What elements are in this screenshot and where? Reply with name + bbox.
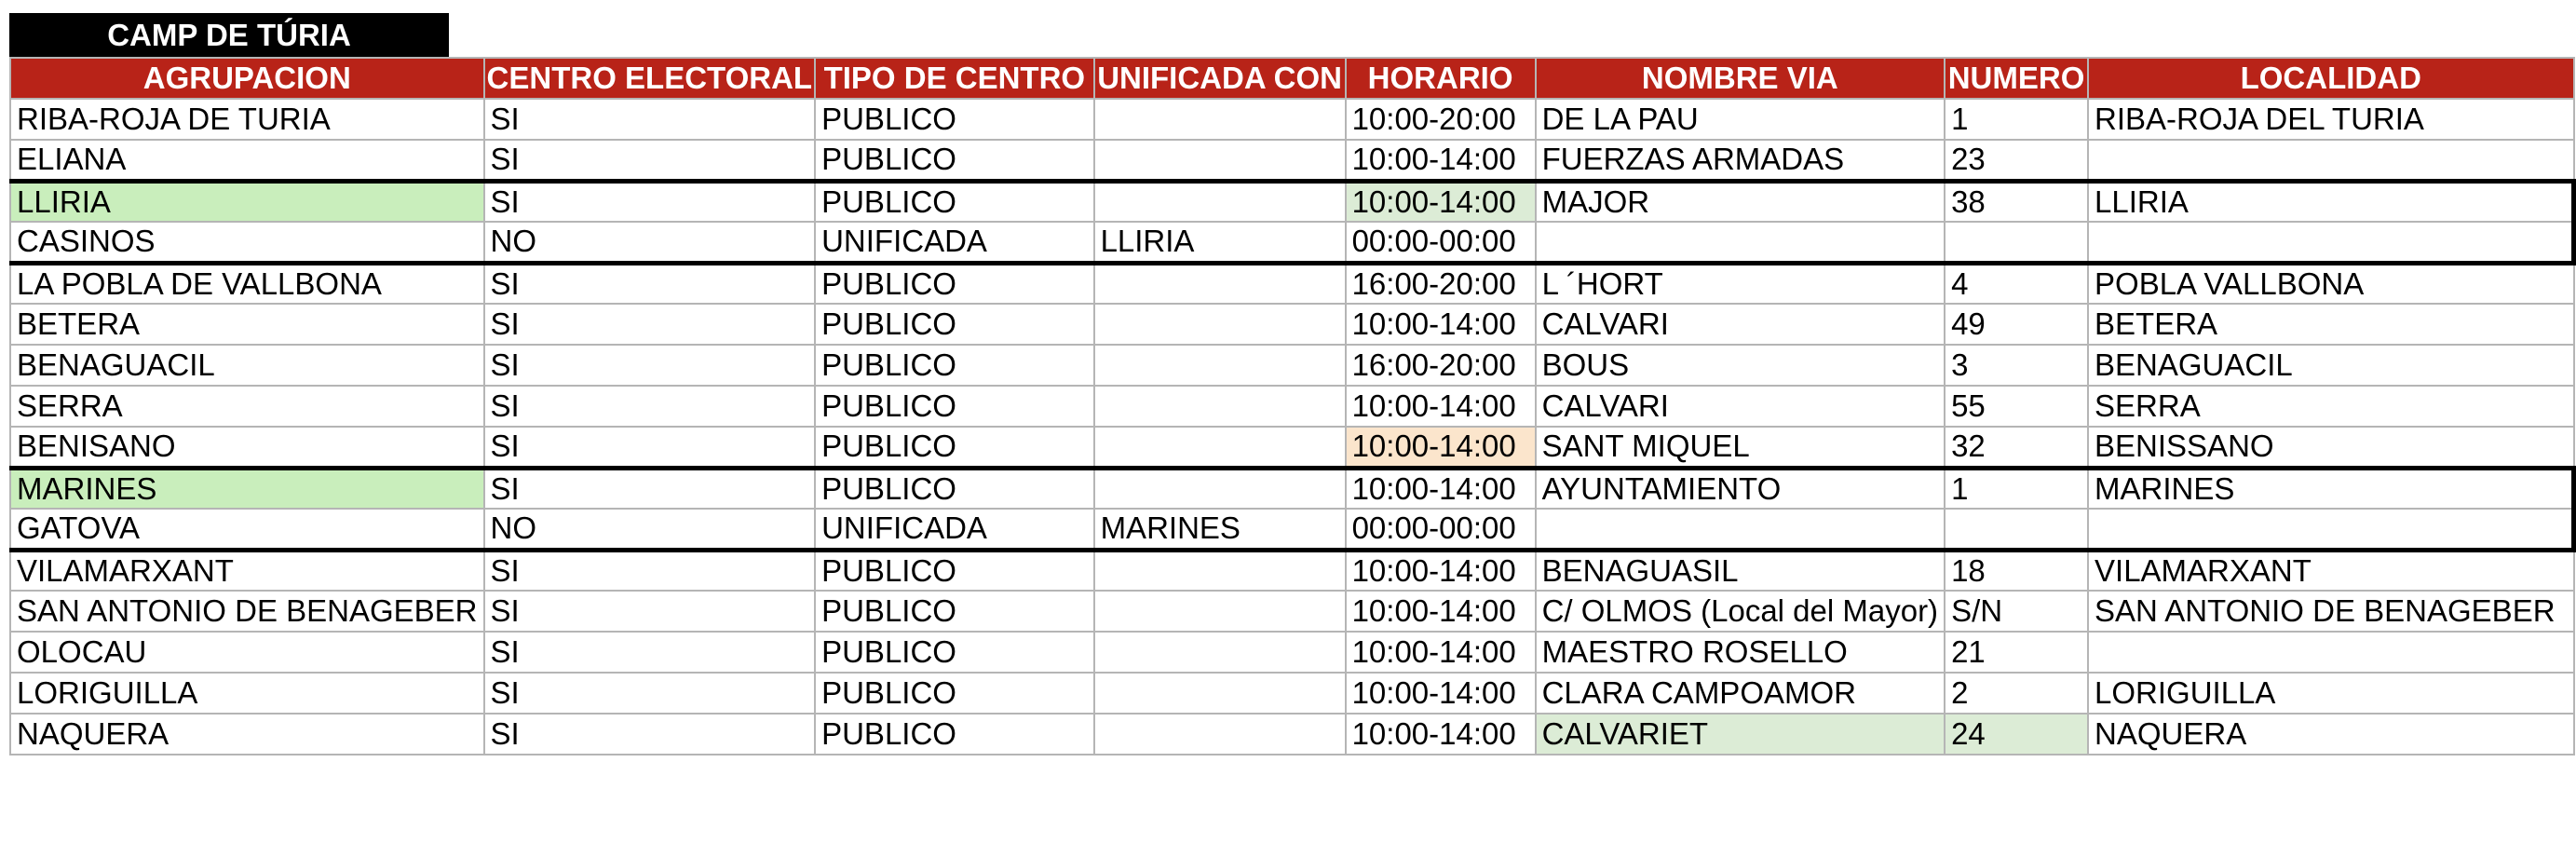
cell-nombre-via[interactable]: CALVARIET [1536,714,1945,755]
cell-centro-electoral[interactable]: SI [484,140,816,181]
cell-centro-electoral[interactable]: SI [484,632,816,673]
cell-unificada-con[interactable] [1094,386,1346,427]
cell-agrupacion[interactable]: GATOVA [10,509,484,550]
cell-numero[interactable]: 21 [1945,632,2088,673]
cell-horario[interactable]: 16:00-20:00 [1346,345,1536,386]
cell-agrupacion[interactable]: RIBA-ROJA DE TURIA [10,99,484,140]
polling-centers-table [9,57,2576,756]
cell-agrupacion[interactable]: VILAMARXANT [10,550,484,591]
cell-centro-electoral[interactable]: SI [484,714,816,755]
cell-agrupacion[interactable]: MARINES [10,468,484,509]
cell-centro-electoral[interactable]: SI [484,550,816,591]
cell-numero[interactable]: S/N [1945,591,2088,632]
table-row [10,386,2574,427]
cell-numero[interactable]: 49 [1945,304,2088,345]
cell-centro-electoral[interactable]: SI [484,263,816,304]
cell-agrupacion[interactable]: OLOCAU [10,632,484,673]
cell-horario[interactable]: 16:00-20:00 [1346,263,1536,304]
cell-unificada-con[interactable] [1094,263,1346,304]
cell-numero[interactable]: 23 [1945,140,2088,181]
table-row [10,468,2574,509]
cell-tipo-de-centro[interactable]: UNIFICADA [815,222,1093,263]
cell-localidad[interactable]: MARINES [2088,468,2573,509]
cell-nombre-via[interactable]: MAJOR [1536,181,1945,222]
cell-unificada-con[interactable] [1094,550,1346,591]
column-header-unificada-con[interactable]: UNIFICADA CON [1094,58,1346,99]
cell-nombre-via[interactable]: MAESTRO ROSELLO [1536,632,1945,673]
table-row [10,673,2574,714]
cell-localidad[interactable] [2088,222,2573,263]
column-header-nombre-via[interactable]: NOMBRE VIA [1536,58,1945,99]
cell-horario[interactable]: 10:00-14:00 [1346,468,1536,509]
cell-unificada-con[interactable]: LLIRIA [1094,222,1346,263]
cell-localidad[interactable]: POBLA VALLBONA [2088,263,2573,304]
cell-localidad[interactable]: SAN ANTONIO DE BENAGEBER [2088,591,2573,632]
cell-agrupacion[interactable]: LA POBLA DE VALLBONA [10,263,484,304]
cell-nombre-via[interactable]: DE LA PAU [1536,99,1945,140]
cell-numero[interactable]: 1 [1945,468,2088,509]
cell-tipo-de-centro[interactable]: PUBLICO [815,345,1093,386]
cell-centro-electoral[interactable]: NO [484,509,816,550]
cell-localidad[interactable] [2088,632,2573,673]
cell-unificada-con[interactable] [1094,345,1346,386]
cell-centro-electoral[interactable]: SI [484,673,816,714]
header-row [10,58,2574,99]
cell-unificada-con[interactable] [1094,468,1346,509]
table-row [10,181,2574,222]
cell-tipo-de-centro[interactable]: PUBLICO [815,591,1093,632]
cell-nombre-via[interactable] [1536,509,1945,550]
cell-localidad[interactable]: SERRA [2088,386,2573,427]
cell-unificada-con[interactable] [1094,714,1346,755]
cell-agrupacion[interactable]: CASINOS [10,222,484,263]
cell-horario[interactable]: 10:00-14:00 [1346,386,1536,427]
cell-nombre-via[interactable]: SANT MIQUEL [1536,427,1945,468]
cell-agrupacion[interactable]: ELIANA [10,140,484,181]
cell-localidad[interactable]: LLIRIA [2088,181,2573,222]
cell-nombre-via[interactable]: C/ OLMOS (Local del Mayor) [1536,591,1945,632]
cell-centro-electoral[interactable]: SI [484,427,816,468]
cell-tipo-de-centro[interactable]: PUBLICO [815,673,1093,714]
cell-centro-electoral[interactable]: NO [484,222,816,263]
table-row [10,550,2574,591]
cell-localidad[interactable]: VILAMARXANT [2088,550,2573,591]
cell-numero[interactable] [1945,222,2088,263]
cell-agrupacion[interactable]: BENISANO [10,427,484,468]
cell-tipo-de-centro[interactable]: PUBLICO [815,714,1093,755]
cell-tipo-de-centro[interactable]: PUBLICO [815,263,1093,304]
cell-nombre-via[interactable]: AYUNTAMIENTO [1536,468,1945,509]
cell-unificada-con[interactable]: MARINES [1094,509,1346,550]
cell-nombre-via[interactable]: BOUS [1536,345,1945,386]
cell-numero[interactable]: 24 [1945,714,2088,755]
cell-localidad[interactable]: LORIGUILLA [2088,673,2573,714]
table-row [10,99,2574,140]
cell-horario[interactable]: 10:00-14:00 [1346,427,1536,468]
cell-unificada-con[interactable] [1094,591,1346,632]
cell-agrupacion[interactable]: NAQUERA [10,714,484,755]
cell-unificada-con[interactable] [1094,140,1346,181]
column-header-agrupacion[interactable]: AGRUPACION [10,58,484,99]
table-row [10,140,2574,181]
cell-agrupacion[interactable]: LLIRIA [10,181,484,222]
cell-horario[interactable]: 00:00-00:00 [1346,509,1536,550]
cell-unificada-con[interactable] [1094,673,1346,714]
cell-centro-electoral[interactable]: SI [484,181,816,222]
cell-nombre-via[interactable]: CALVARI [1536,304,1945,345]
cell-tipo-de-centro[interactable]: PUBLICO [815,99,1093,140]
cell-tipo-de-centro[interactable]: UNIFICADA [815,509,1093,550]
cell-nombre-via[interactable]: CALVARI [1536,386,1945,427]
cell-numero[interactable]: 38 [1945,181,2088,222]
cell-numero[interactable] [1945,509,2088,550]
cell-horario[interactable]: 10:00-14:00 [1346,304,1536,345]
cell-unificada-con[interactable] [1094,181,1346,222]
table-row [10,304,2574,345]
cell-centro-electoral[interactable]: SI [484,304,816,345]
table-row [10,632,2574,673]
cell-centro-electoral[interactable]: SI [484,591,816,632]
cell-tipo-de-centro[interactable]: PUBLICO [815,550,1093,591]
table-row [10,345,2574,386]
cell-horario[interactable]: 10:00-14:00 [1346,140,1536,181]
cell-localidad[interactable]: NAQUERA [2088,714,2573,755]
cell-tipo-de-centro[interactable]: PUBLICO [815,140,1093,181]
cell-localidad[interactable]: RIBA-ROJA DEL TURIA [2088,99,2573,140]
cell-numero[interactable]: 55 [1945,386,2088,427]
cell-nombre-via[interactable]: L ´HORT [1536,263,1945,304]
cell-agrupacion[interactable]: LORIGUILLA [10,673,484,714]
table-row [10,591,2574,632]
cell-unificada-con[interactable] [1094,304,1346,345]
table-row [10,714,2574,755]
table-row [10,263,2574,304]
cell-agrupacion[interactable]: SAN ANTONIO DE BENAGEBER [10,591,484,632]
cell-nombre-via[interactable]: CLARA CAMPOAMOR [1536,673,1945,714]
cell-tipo-de-centro[interactable]: PUBLICO [815,386,1093,427]
cell-centro-electoral[interactable]: SI [484,386,816,427]
cell-localidad[interactable] [2088,140,2573,181]
column-header-localidad[interactable]: LOCALIDAD [2088,58,2573,99]
cell-tipo-de-centro[interactable]: PUBLICO [815,304,1093,345]
cell-horario[interactable]: 00:00-00:00 [1346,222,1536,263]
cell-agrupacion[interactable]: BETERA [10,304,484,345]
cell-numero[interactable]: 32 [1945,427,2088,468]
cell-nombre-via[interactable]: FUERZAS ARMADAS [1536,140,1945,181]
cell-nombre-via[interactable] [1536,222,1945,263]
cell-tipo-de-centro[interactable]: PUBLICO [815,427,1093,468]
cell-numero[interactable]: 18 [1945,550,2088,591]
cell-horario[interactable]: 10:00-14:00 [1346,714,1536,755]
table-row [10,427,2574,468]
cell-centro-electoral[interactable]: SI [484,468,816,509]
table-row [10,509,2574,550]
cell-localidad[interactable]: BENAGUACIL [2088,345,2573,386]
cell-numero[interactable]: 3 [1945,345,2088,386]
cell-tipo-de-centro[interactable]: PUBLICO [815,468,1093,509]
cell-localidad[interactable]: BETERA [2088,304,2573,345]
column-header-centro-electoral[interactable]: CENTRO ELECTORAL [484,58,816,99]
cell-tipo-de-centro[interactable]: PUBLICO [815,181,1093,222]
cell-centro-electoral[interactable]: SI [484,99,816,140]
cell-horario[interactable]: 10:00-14:00 [1346,673,1536,714]
column-header-numero[interactable]: NUMERO [1945,58,2088,99]
cell-numero[interactable]: 1 [1945,99,2088,140]
cell-nombre-via[interactable]: BENAGUASIL [1536,550,1945,591]
cell-unificada-con[interactable] [1094,427,1346,468]
cell-horario[interactable]: 10:00-14:00 [1346,550,1536,591]
cell-localidad[interactable]: BENISSANO [2088,427,2573,468]
cell-horario[interactable]: 10:00-20:00 [1346,99,1536,140]
cell-horario[interactable]: 10:00-14:00 [1346,181,1536,222]
column-header-horario[interactable]: HORARIO [1346,58,1536,99]
sheet-title: CAMP DE TÚRIA [9,13,449,57]
cell-tipo-de-centro[interactable]: PUBLICO [815,632,1093,673]
cell-centro-electoral[interactable]: SI [484,345,816,386]
cell-unificada-con[interactable] [1094,632,1346,673]
cell-localidad[interactable] [2088,509,2573,550]
cell-numero[interactable]: 4 [1945,263,2088,304]
cell-numero[interactable]: 2 [1945,673,2088,714]
cell-horario[interactable]: 10:00-14:00 [1346,632,1536,673]
table-row [10,222,2574,263]
table-body [10,99,2574,755]
cell-agrupacion[interactable]: BENAGUACIL [10,345,484,386]
cell-agrupacion[interactable]: SERRA [10,386,484,427]
column-header-tipo-de-centro[interactable]: TIPO DE CENTRO [815,58,1093,99]
cell-unificada-con[interactable] [1094,99,1346,140]
cell-horario[interactable]: 10:00-14:00 [1346,591,1536,632]
